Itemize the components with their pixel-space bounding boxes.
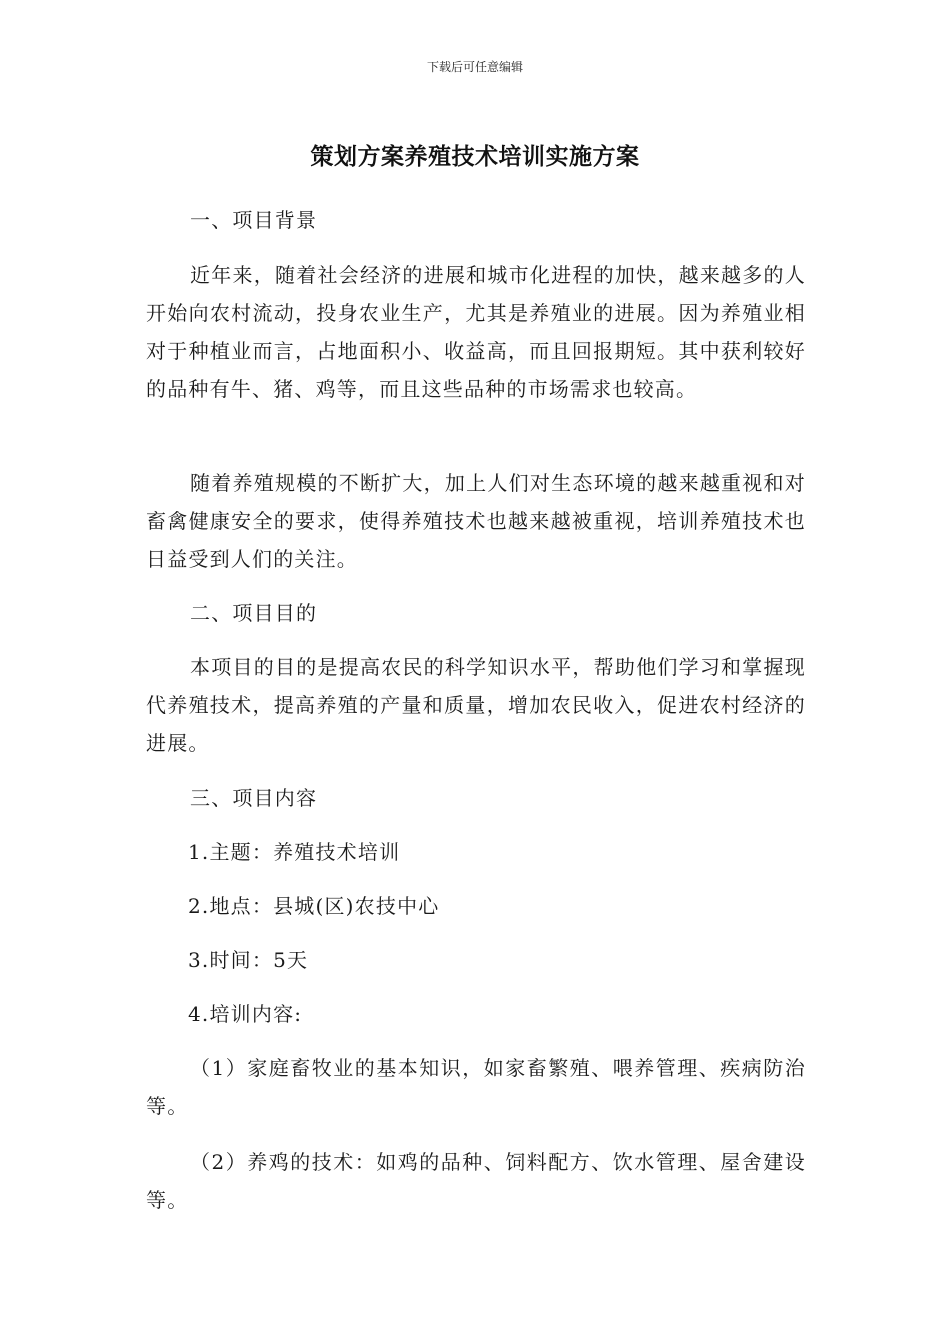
header-note: 下载后可任意编辑 [426, 60, 523, 74]
section-heading-content: 三、项目内容 [190, 786, 318, 810]
content-item-topic: 1.主题：养殖技术培训 [188, 840, 401, 864]
section-heading-background: 一、项目背景 [190, 208, 318, 232]
training-sub-item-2: （2）养鸡的技术：如鸡的品种、饲料配方、饮水管理、屋舍建设等。 [146, 1150, 806, 1212]
paragraph-background-2: 随着养殖规模的不断扩大，加上人们对生态环境的越来越重视和对畜禽健康安全的要求，使得养殖技术也越来越被重视，培训养殖技术也日益受到人们的关注。 [146, 471, 806, 571]
content-item-duration: 3.时间：5天 [188, 948, 309, 972]
section-background-body [146, 256, 806, 408]
training-sub-item-1: （1）家庭畜牧业的基本知识，如家畜繁殖、喂养管理、疾病防治等。 [146, 1056, 806, 1118]
section-heading-purpose: 二、项目目的 [190, 601, 318, 625]
paragraph-background-1: 近年来，随着社会经济的进展和城市化进程的加快，越来越多的人开始向农村流动，投身农业生产，尤其是养殖业的进展。因为养殖业相对于种植业而言，占地面积小、收益高，而且回报期短。其中获利较好的品种有牛、猪、鸡等，而且这些品种的市场需求也较高。 [146, 263, 806, 401]
content-item-training: 4.培训内容: [188, 1002, 303, 1026]
document-title: 策划方案养殖技术培训实施方案 [310, 144, 640, 170]
section-background-body-2 [146, 464, 806, 578]
section-purpose-body [146, 648, 806, 762]
paragraph-purpose-1: 本项目的目的是提高农民的科学知识水平，帮助他们学习和掌握现代养殖技术，提高养殖的产量和质量，增加农民收入，促进农村经济的进展。 [146, 655, 806, 755]
content-item-location: 2.地点：县城(区)农技中心 [188, 894, 440, 918]
